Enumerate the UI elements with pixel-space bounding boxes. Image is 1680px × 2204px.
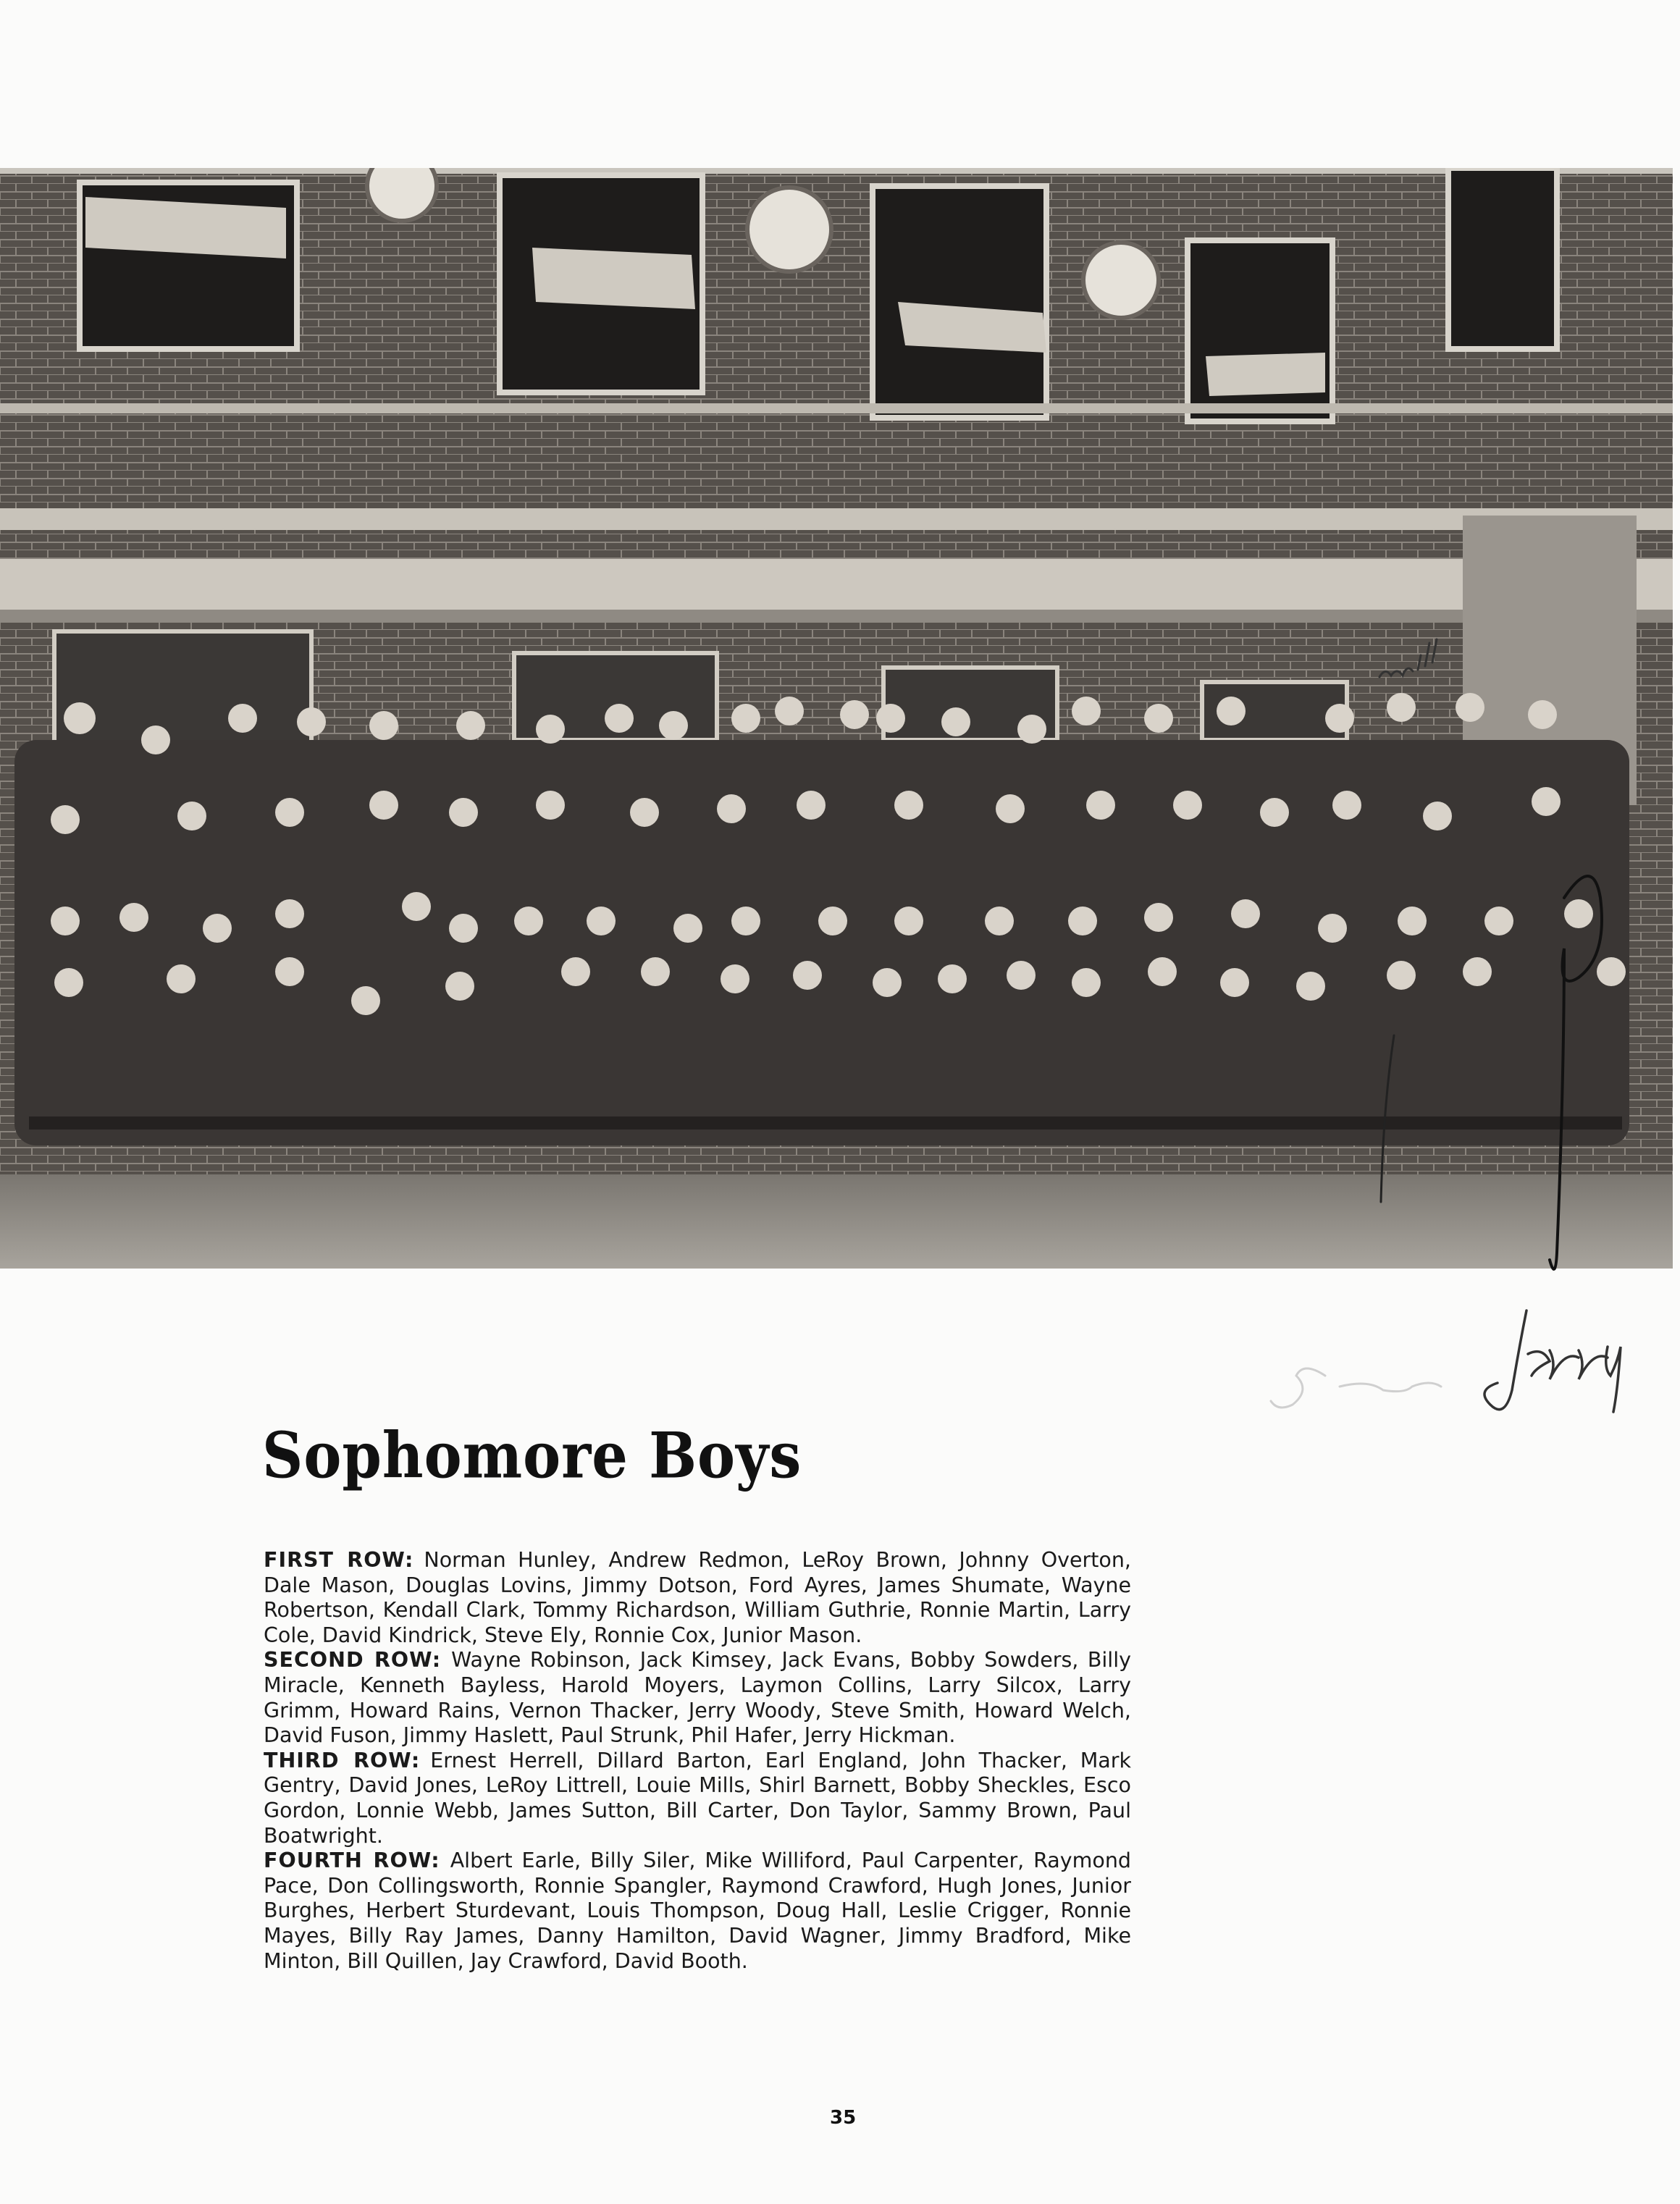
name-caption: [264, 1548, 1131, 1974]
third-row-caption: [264, 1749, 1131, 1848]
first-row-label: FIRST ROW:: [264, 1548, 414, 1572]
third-row-names: Ernest Herrell, Dillard Barton, Earl England, John Thacker, Mark Gentry, David Jones, LeRoy Littrell, Louie Mills, Shirl Barnett, Bobby Sheckles, Esco Gordon, Lonnie Webb, James Sutton, Bill Carter, Don Taylor, Sammy Brown, Paul Boatwright.: [264, 1748, 1131, 1848]
fourth-row-caption: [264, 1848, 1131, 1974]
second-row-caption: [264, 1648, 1131, 1748]
class-photo: [0, 168, 1673, 1269]
third-row-label: THIRD ROW:: [264, 1748, 421, 1772]
second-row-names: Wayne Robinson, Jack Kimsey, Jack Evans, Bobby Sowders, Billy Miracle, Kenneth Bayless, Harold Moyers, Laymon Collins, Larry Silcox, Larry Grimm, Howard Rains, Vernon Thacker, Jerry Woody, Steve Smith, Howard Welch, David Fuson, Jimmy Haslett, Paul Strunk, Phil Hafer, Jerry Hickman.: [264, 1648, 1131, 1748]
page-number: 35: [830, 2107, 857, 2129]
second-row-label: SECOND ROW:: [264, 1648, 442, 1673]
class-photo-illustration: [0, 168, 1673, 1269]
fourth-row-label: FOURTH ROW:: [264, 1848, 440, 1873]
first-row-names: Norman Hunley, Andrew Redmon, LeRoy Brown, Johnny Overton, Dale Mason, Douglas Lovins, Jimmy Dotson, Ford Ayres, James Shumate, Wayne Robertson, Kendall Clark, Tommy Richardson, William Guthrie, Ronnie Martin, Larry Cole, David Kindrick, Steve Ely, Ronnie Cox, Junior Mason.: [264, 1548, 1131, 1647]
fourth-row-names: Albert Earle, Billy Siler, Mike Williford, Paul Carpenter, Raymond Pace, Don Collingsworth, Ronnie Spangler, Raymond Crawford, Hugh Jones, Junior Burghes, Herbert Sturdevant, Louis Thompson, Doug Hall, Leslie Crigger, Ronnie Mayes, Billy Ray James, Danny Hamilton, David Wagner, Jimmy Bradford, Mike Minton, Bill Quillen, Jay Crawford, David Booth.: [264, 1848, 1131, 1973]
page-title: Sophomore Boys: [262, 1419, 802, 1493]
first-row-caption: [264, 1548, 1131, 1648]
